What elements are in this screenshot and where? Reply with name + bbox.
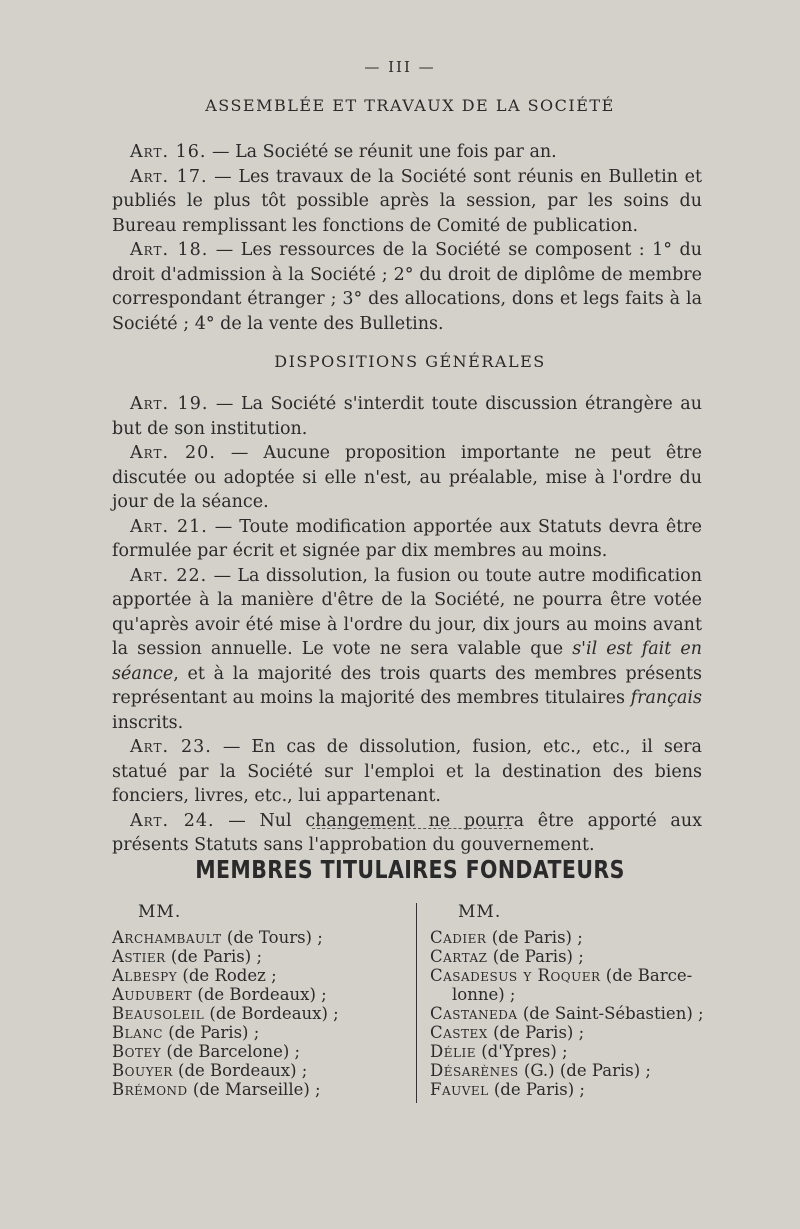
member-name: Cartaz [430, 947, 488, 966]
member-name: Délie [430, 1042, 476, 1061]
column-header: MM. [138, 902, 182, 922]
article-text: inscrits. [112, 712, 184, 733]
member-name: Beausoleil [112, 1004, 205, 1023]
article-18 [112, 238, 702, 336]
member-place: (de Bordeaux) ; [192, 985, 327, 1004]
member-entry [430, 1004, 730, 1023]
member-place: (G.) (de Paris) ; [518, 1061, 651, 1080]
member-place: (de Bordeaux) ; [172, 1061, 308, 1080]
section-body-dispositions [112, 392, 702, 858]
member-place: (de Paris) ; [487, 947, 584, 966]
section-title-dispositions: DISPOSITIONS GÉNÉRALES [274, 352, 546, 371]
article-23 [112, 735, 702, 809]
member-name: Castex [430, 1023, 488, 1042]
member-entry [430, 1061, 730, 1080]
member-place: (de Barcelone) ; [161, 1042, 301, 1061]
member-name: Cadier [430, 928, 487, 947]
members-right-column [430, 903, 730, 1099]
article-19 [112, 392, 702, 441]
member-place: (de Barce- [600, 966, 693, 985]
page-number: — III — [364, 58, 436, 76]
member-place: (d'Ypres) ; [475, 1042, 568, 1061]
article-label: Art. 19. [130, 394, 209, 414]
member-entry [112, 985, 412, 1004]
article-text: — La Société s'interdit toute discussion étrangère au but de son institution. [112, 394, 702, 439]
member-entry [112, 1023, 412, 1042]
member-entry [112, 1004, 412, 1023]
article-17 [112, 165, 702, 239]
member-place: lonne) ; [452, 985, 516, 1004]
member-entry [430, 966, 730, 985]
article-text: — Les travaux de la Société sont réunis en Bulletin et publiés le plus tôt possible après la session, par les soins du Bureau remplissant les fonctions de Comité de publication. [112, 166, 702, 236]
article-text: — Les ressources de la Société se composent : 1° du droit d'admission à la Société ; 2° du droit de diplôme de membre correspondant étranger ; 3° des allocations, dons et legs faits à la Société ; 4° de la vente des Bulletins. [112, 240, 702, 334]
article-label: Art. 23. [130, 737, 212, 757]
member-entry [430, 985, 730, 1004]
article-21 [112, 515, 702, 564]
article-text: — Aucune proposition importante ne peut être discutée ou adoptée si elle n'est, au préalable, mise à l'ordre du jour de la séance. [112, 443, 702, 512]
member-name: Blanc [112, 1023, 163, 1042]
member-entry [112, 928, 412, 947]
member-entry [112, 966, 412, 985]
member-name: Brémond [112, 1080, 188, 1099]
section-title-assemblee: ASSEMBLÉE ET TRAVAUX DE LA SOCIÉTÉ [205, 96, 615, 115]
article-italic: français [630, 688, 702, 708]
member-name: Archambault [112, 928, 222, 947]
member-place: (de Paris) ; [162, 1023, 260, 1042]
article-label: Art. 17. [130, 166, 208, 187]
member-name: Albespy [112, 966, 178, 985]
article-italic: s'il est fait en séance [112, 639, 702, 684]
article-text: — En cas de dissolution, fusion, etc., etc., il sera statué par la Société sur l'emploi et la destination des biens fonciers, livres, etc., lui appartenant. [112, 737, 702, 806]
members-right-list [430, 928, 730, 1099]
member-entry [430, 1080, 730, 1099]
decorative-divider [312, 822, 512, 829]
member-place: (de Paris) ; [487, 1023, 585, 1042]
member-name: Casadesus y Roquer [430, 966, 601, 985]
article-label: Art. 21. [130, 516, 208, 537]
member-entry [112, 1042, 412, 1061]
article-24 [112, 809, 702, 858]
member-place: (de Tours) ; [221, 928, 323, 947]
member-place: (de Paris) ; [486, 928, 583, 947]
member-name: Bouyer [112, 1061, 173, 1080]
member-name: Castaneda [430, 1004, 518, 1023]
article-16 [112, 140, 702, 165]
member-place: (de Marseille) ; [187, 1080, 321, 1099]
article-text: — Toute modification apportée aux Statuts devra être formulée par écrit et signée par dix membres au moins. [112, 516, 702, 561]
article-label: Art. 16. [130, 142, 207, 162]
column-header: MM. [458, 902, 502, 922]
article-text: — Nul changement ne pourra être apporté aux présents Statuts sans l'approbation du gouvernement. [112, 810, 702, 855]
article-22 [112, 564, 702, 736]
member-entry [112, 1080, 412, 1099]
article-label: Art. 24. [130, 810, 215, 831]
members-left-list [112, 928, 412, 1099]
article-label: Art. 22. [130, 565, 208, 586]
member-entry [430, 947, 730, 966]
member-place: (de Bordeaux) ; [204, 1004, 339, 1023]
member-entry [112, 1061, 412, 1080]
member-name: Astier [112, 947, 166, 966]
article-label: Art. 18. [130, 240, 209, 260]
members-title: MEMBRES TITULAIRES FONDATEURS [195, 855, 625, 884]
member-entry [430, 1023, 730, 1042]
member-place: (de Paris) ; [165, 947, 263, 966]
member-place: (de Rodez ; [177, 966, 277, 985]
article-label: Art. 20. [130, 443, 216, 463]
section-body-assemblee [112, 140, 702, 336]
article-20 [112, 441, 702, 515]
member-name: Botey [112, 1042, 162, 1061]
member-entry [430, 1042, 730, 1061]
article-text: — La dissolution, la fusion ou toute autre modification apportée à la manière d'être de la Société, ne pourra être votée qu'après avoir été mise à l'ordre du jour, dix jours au moins avant la session annuelle. Le vote ne sera valable que [112, 565, 702, 659]
members-left-column [112, 903, 412, 1099]
member-name: Fauvel [430, 1080, 489, 1099]
member-name: Désarènes [430, 1061, 519, 1080]
member-entry [430, 928, 730, 947]
article-text: — La Société se réunit une fois par an. [206, 142, 557, 162]
article-text: , et à la majorité des trois quarts des membres présents représentant au moins la majorité des membres titulaires [112, 663, 702, 708]
member-entry [112, 947, 412, 966]
member-place: (de Paris) ; [488, 1080, 585, 1099]
member-place: (de Saint-Sébastien) ; [517, 1004, 704, 1023]
member-name: Audubert [112, 985, 193, 1004]
column-divider [416, 903, 417, 1103]
